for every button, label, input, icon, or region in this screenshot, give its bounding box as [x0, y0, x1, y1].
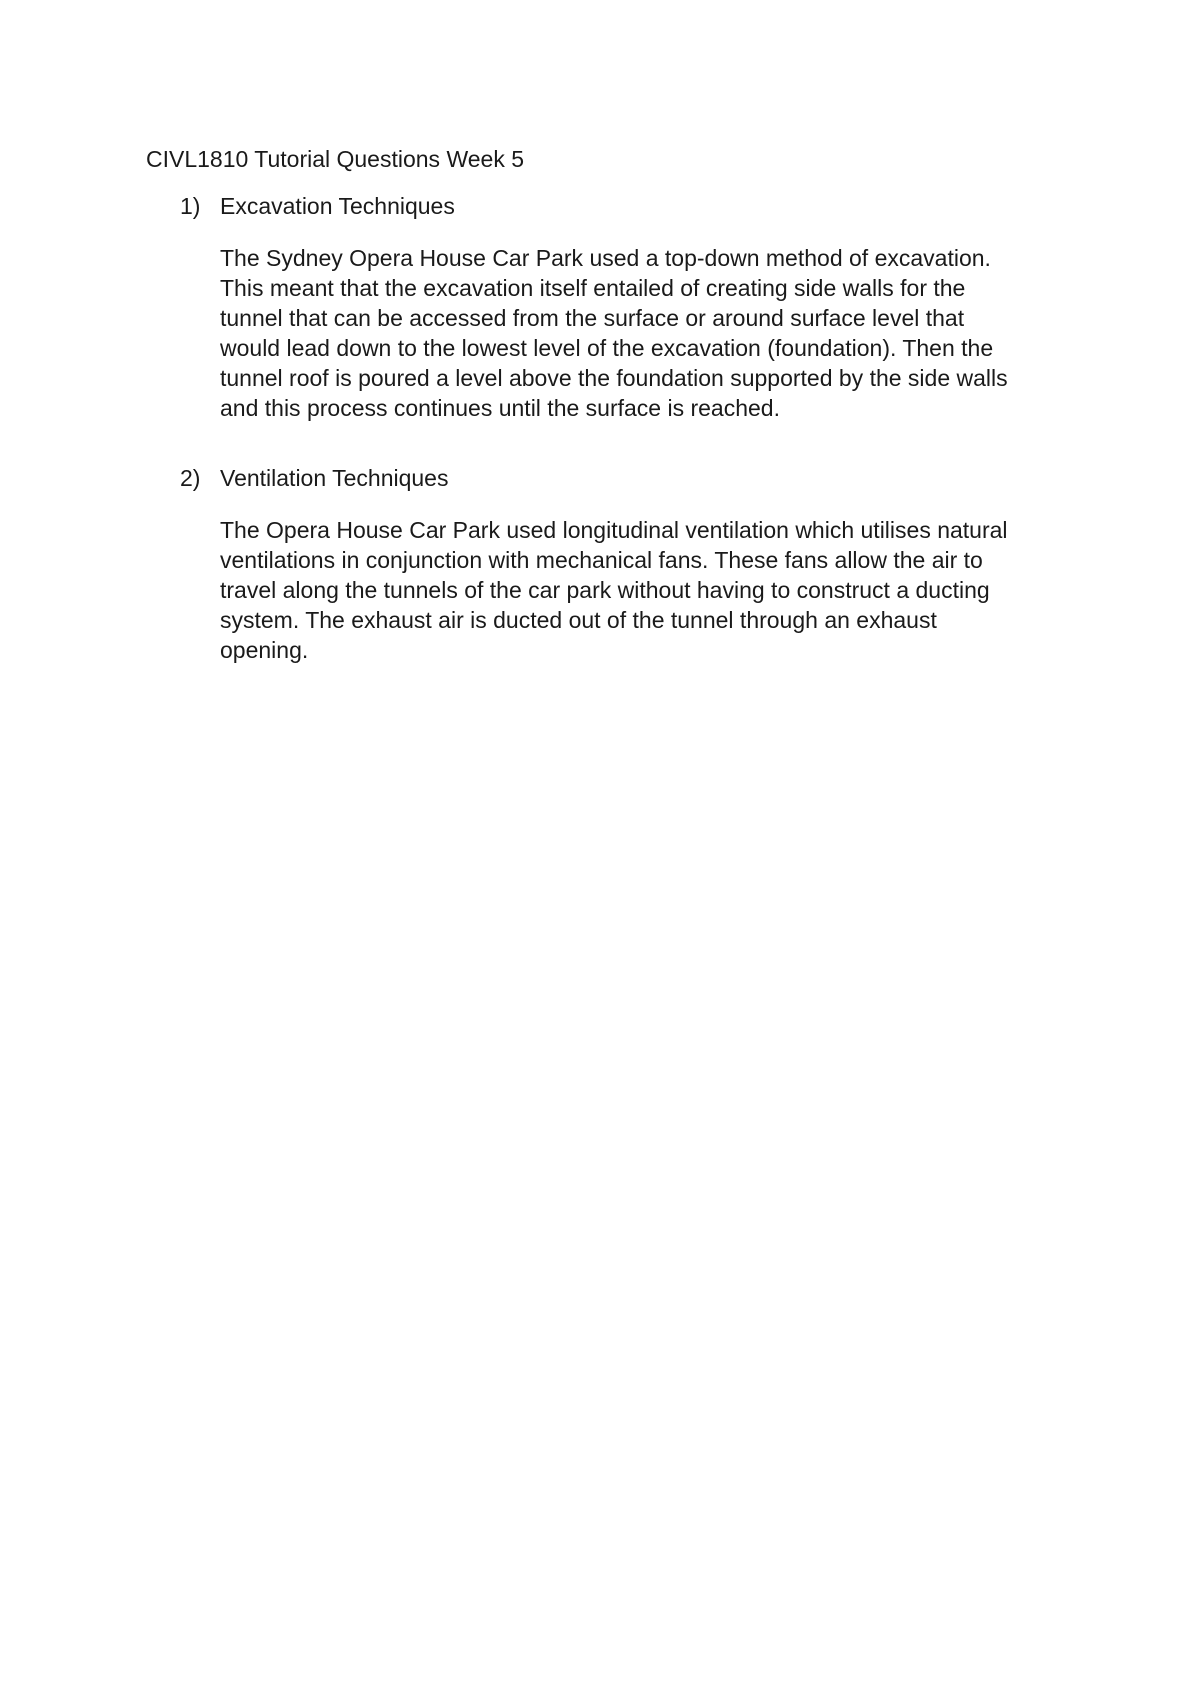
answer-paragraph: [220, 515, 1060, 665]
question-number: 2): [180, 465, 201, 491]
answer-line: would lead down to the lowest level of the excavation (foundation). Then the: [220, 335, 994, 361]
answer-line: opening.: [220, 637, 309, 663]
answer-line: system. The exhaust air is ducted out of the tunnel through an exhaust: [220, 607, 937, 633]
question-heading: [180, 463, 1060, 493]
answer-paragraph: [220, 243, 1060, 423]
document-title: CIVL1810 Tutorial Questions Week 5: [146, 146, 525, 172]
answer-line: The Opera House Car Park used longitudinal ventilation which utilises natural: [220, 517, 1008, 543]
answer-line: ventilations in conjunction with mechanical fans. These fans allow the air to: [220, 547, 983, 573]
answer-line: and this process continues until the surface is reached.: [220, 395, 780, 421]
question-number: 1): [180, 193, 201, 219]
answer-line: travel along the tunnels of the car park without having to construct a ducting: [220, 577, 990, 603]
answer-line: tunnel that can be accessed from the surface or around surface level that: [220, 305, 965, 331]
answer-line: tunnel roof is poured a level above the foundation supported by the side walls: [220, 365, 1008, 391]
question-1: [180, 191, 1060, 423]
question-title: Excavation Techniques: [220, 193, 455, 219]
question-title: Ventilation Techniques: [220, 465, 449, 491]
question-2: [180, 463, 1060, 665]
answer-line: This meant that the excavation itself entailed of creating side walls for the: [220, 275, 966, 301]
answer-line: The Sydney Opera House Car Park used a top-down method of excavation.: [220, 245, 991, 271]
question-heading: [180, 191, 1060, 221]
